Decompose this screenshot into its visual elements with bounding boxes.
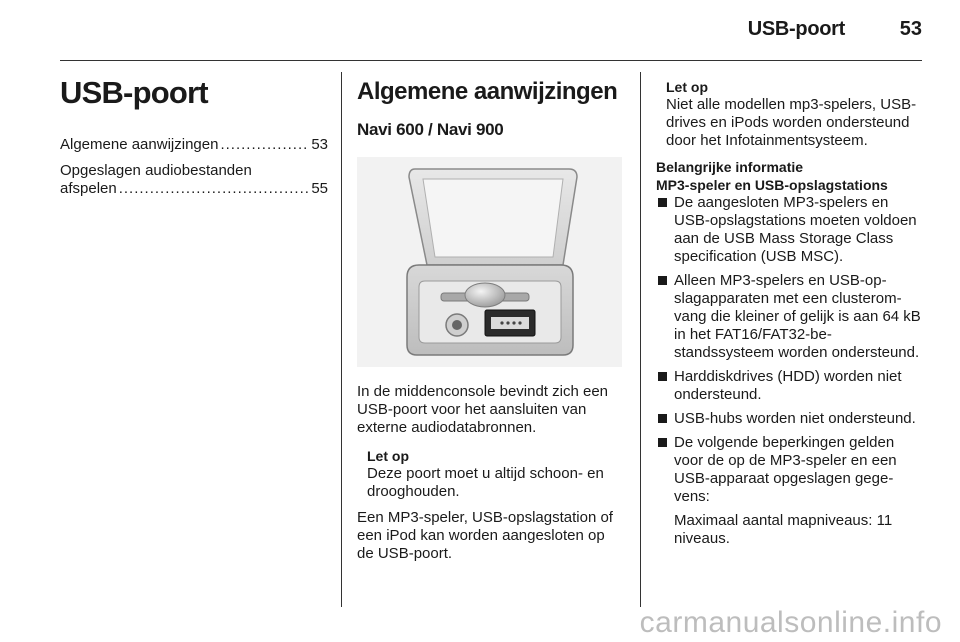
toc-entry-label: Algemene aanwijzingen — [60, 136, 219, 153]
list-item-text: Alleen MP3-spelers en USB-opslagapparaten met een clusteromvang die kleiner of gelijk is aan 64 kB in het FAT16/FAT32-bestandssysteem worden ondersteund. — [674, 272, 921, 361]
middle-column — [357, 60, 625, 607]
intro-paragraph: In de middenconsole bevindt zich een USB-poort voor het aansluiten van externe audiodatabronnen. — [357, 383, 609, 436]
bullet-square-icon — [658, 276, 667, 285]
note-box — [666, 78, 924, 150]
toc-entry-page: 53 — [311, 136, 328, 153]
list-heading: MP3-speler en USB-opslagstations — [656, 177, 888, 193]
list-item-text: Harddiskdrives (HDD) worden niet ondersteund. — [674, 368, 902, 403]
list-item-text: De volgende beperkingen gelden voor de op de MP3-speler en een USB-apparaat opgeslagen gegevens: — [674, 434, 897, 505]
toc-entry-label-cont: afspelen — [60, 180, 117, 197]
left-column — [60, 60, 328, 607]
list-item-text: De aangesloten MP3-spelers en USB-opslagstations moeten voldoen aan de USB Mass Storage Class specification (USB MSC). — [674, 194, 917, 265]
watermark: carmanualsonline.info — [639, 606, 942, 639]
note-title: Let op — [367, 448, 409, 464]
list-item-text: USB-hubs worden niet ondersteund. — [674, 410, 916, 427]
column-divider — [640, 72, 641, 607]
note-title: Let op — [666, 79, 708, 95]
note-box — [367, 447, 625, 501]
bullet-square-icon — [658, 414, 667, 423]
list-item — [656, 272, 924, 362]
list-item — [656, 194, 924, 266]
page-header — [60, 0, 922, 61]
requirements-list — [656, 194, 924, 548]
note-text: Niet alle modellen mp3-spelers, USB-drives en iPods worden ondersteund door het Infotainmentsysteem. — [666, 96, 917, 149]
section-title: Algemene aanwijzingen — [357, 78, 618, 105]
bullet-square-icon — [658, 438, 667, 447]
note-text: Deze poort moet u altijd schoon- en drooghouden. — [367, 465, 604, 500]
important-heading: Belangrijke informatie — [656, 159, 804, 175]
bullet-square-icon — [658, 198, 667, 207]
right-column — [656, 60, 924, 607]
running-title: USB-poort — [747, 18, 845, 40]
toc-entry-page: 55 — [311, 180, 328, 197]
column-divider — [341, 72, 342, 607]
list-item — [656, 410, 924, 428]
list-item — [656, 368, 924, 404]
toc-entry-algemene-aanwijzingen[interactable] — [60, 136, 328, 154]
usb-port-icon — [357, 157, 622, 367]
toc-dot-leader — [220, 136, 309, 154]
subsection-title: Navi 600 / Navi 900 — [357, 120, 504, 139]
list-item-extra: Maximaal aantal mapniveaus: 11 niveaus. — [674, 512, 893, 547]
usb-port-illustration — [357, 157, 622, 367]
bullet-square-icon — [658, 372, 667, 381]
page-number: 53 — [899, 18, 922, 40]
table-of-contents — [60, 136, 328, 198]
toc-entry-audiobestanden[interactable] — [60, 162, 328, 198]
toc-entry-label: Opgeslagen audiobestanden — [60, 162, 252, 179]
usb-connect-paragraph: Een MP3-speler, USB-opslagstation of een iPod kan worden aangesloten op de USB-poort. — [357, 509, 613, 562]
chapter-title: USB-poort — [60, 75, 208, 110]
toc-dot-leader — [119, 180, 310, 198]
list-item — [656, 434, 924, 548]
